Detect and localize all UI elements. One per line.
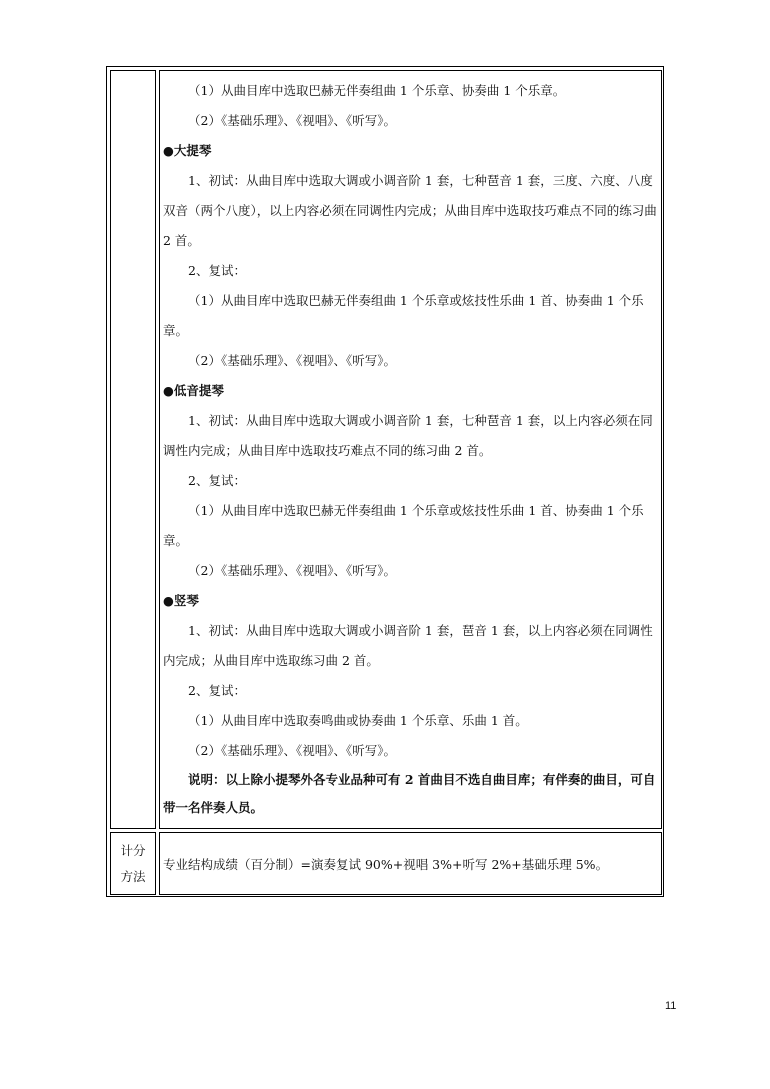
requirement-paragraph: 1、初试：从曲目库中选取大调或小调音阶 1 套，七种琶音 1 套，三度、六度、八度双音（两个八度），以上内容必须在同调性内完成；从曲目库中选取技巧难点不同的练习曲 2 首。 (163, 173, 657, 248)
section-heading (163, 586, 659, 616)
bullet-icon: ● (163, 593, 174, 608)
table-cell-left-blank (110, 70, 156, 829)
scoring-label-line2: 方法 (120, 868, 146, 884)
requirement-paragraph: 1、初试：从曲目库中选取大调或小调音阶 1 套，七种琶音 1 套，以上内容必须在同调性内完成；从曲目库中选取技巧难点不同的练习曲 2 首。 (163, 413, 653, 458)
requirement-paragraph: （1）从曲目库中选取巴赫无伴奏组曲 1 个乐章或炫技性乐曲 1 首、协奏曲 1 个乐章。 (163, 503, 644, 548)
scoring-label (110, 832, 156, 895)
requirement-paragraph: （1）从曲目库中选取奏鸣曲或协奏曲 1 个乐章、乐曲 1 首。 (188, 713, 528, 728)
note-paragraph: 说明：以上除小提琴外各专业品种可有 2 首曲目不选自曲目库；有伴奏的曲目，可自带一名伴奏人员。 (163, 772, 656, 815)
scoring-formula: 专业结构成绩（百分制）=演奏复试 90%+视唱 3%+听写 2%+基础乐理 5%。 (163, 856, 609, 872)
bullet-icon: ● (163, 383, 174, 398)
section-heading-text: 大提琴 (173, 143, 212, 158)
requirement-paragraph: 2、复试： (188, 473, 246, 488)
section-heading-text: 低音提琴 (173, 383, 224, 398)
requirement-paragraph: 2、复试： (188, 263, 246, 278)
requirement-paragraph: （2）《基础乐理》、《视唱》、《听写》。 (188, 743, 396, 758)
requirement-paragraph: （2）《基础乐理》、《视唱》、《听写》。 (188, 353, 396, 368)
requirement-paragraph: 1、初试：从曲目库中选取大调或小调音阶 1 套，琶音 1 套，以上内容必须在同调性内完成；从曲目库中选取练习曲 2 首。 (163, 623, 653, 668)
section-heading (163, 376, 659, 406)
bullet-icon: ● (163, 143, 174, 158)
requirement-paragraph: 2、复试： (188, 683, 246, 698)
page-number: 11 (665, 1000, 677, 1012)
section-heading (163, 136, 659, 166)
section-heading-text: 竖琴 (173, 593, 199, 608)
requirement-paragraph: （1）从曲目库中选取巴赫无伴奏组曲 1 个乐章或炫技性乐曲 1 首、协奏曲 1 个乐章。 (163, 293, 644, 338)
requirement-paragraph: （2）《基础乐理》、《视唱》、《听写》。 (188, 563, 396, 578)
requirements-content (163, 76, 659, 822)
requirements-table (106, 66, 664, 897)
requirement-paragraph: （2）《基础乐理》、《视唱》、《听写》。 (188, 113, 396, 128)
scoring-label-line1: 计分 (120, 842, 146, 858)
requirement-paragraph: （1）从曲目库中选取巴赫无伴奏组曲 1 个乐章、协奏曲 1 个乐章。 (188, 83, 566, 98)
